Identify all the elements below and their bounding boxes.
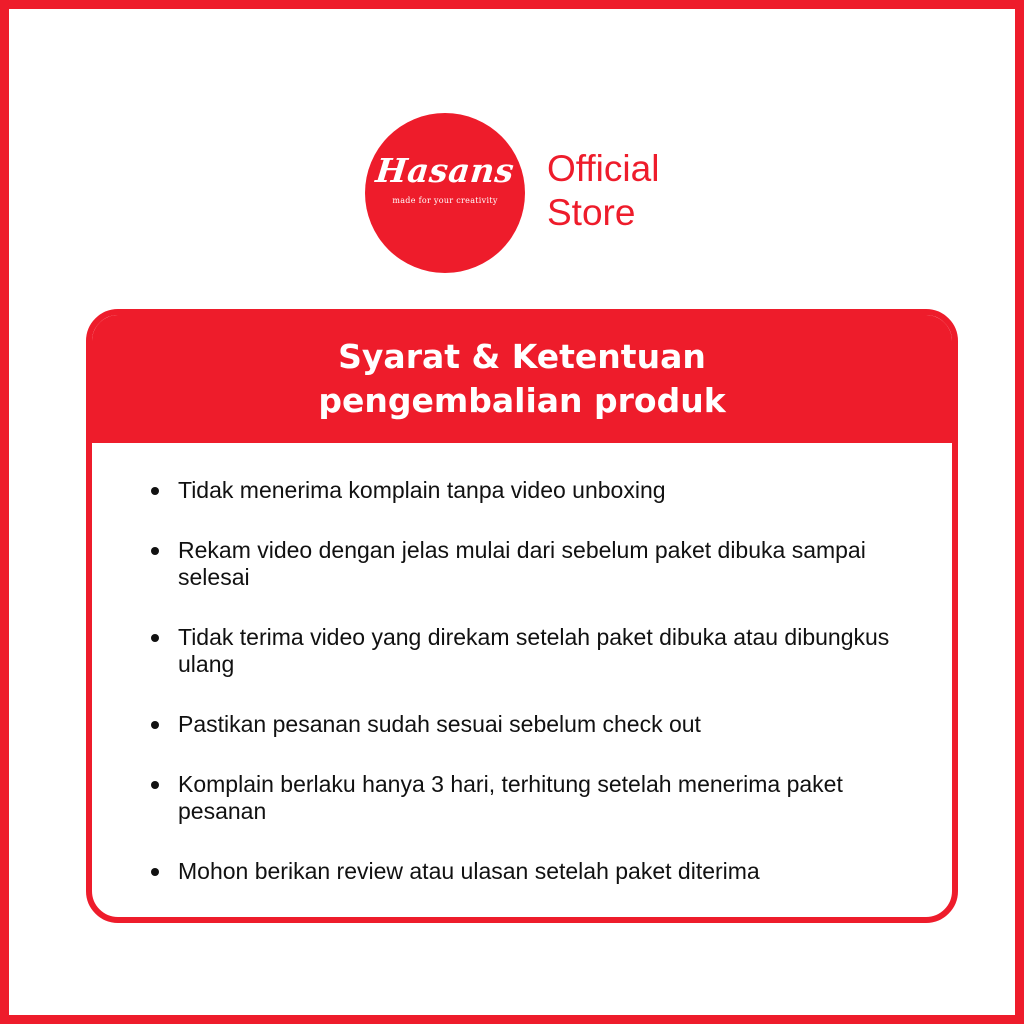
rule-item xyxy=(148,711,908,738)
logo-tagline: made for your creativity xyxy=(392,196,498,205)
card-title-line1: Syarat & Ketentuan xyxy=(338,337,706,376)
card-header xyxy=(92,315,952,443)
rule-text: Komplain berlaku hanya 3 hari, terhitung setelah menerima paket pesanan xyxy=(178,771,843,824)
brand-logo xyxy=(365,113,525,273)
bullet-icon xyxy=(151,547,159,555)
bullet-icon xyxy=(151,868,159,876)
rule-text: Tidak terima video yang direkam setelah paket dibuka atau dibungkus ulang xyxy=(178,624,890,677)
return-policy-card xyxy=(86,309,958,923)
rule-item xyxy=(148,537,908,591)
bullet-icon xyxy=(151,781,159,789)
rule-text: Rekam video dengan jelas mulai dari sebelum paket dibuka sampai selesai xyxy=(178,537,866,590)
rules-list xyxy=(148,477,908,918)
rule-text: Mohon berikan review atau ulasan setelah paket diterima xyxy=(178,858,760,884)
store-label-line2: Store xyxy=(547,192,636,233)
bullet-icon xyxy=(151,634,159,642)
rule-item xyxy=(148,858,908,885)
bullet-icon xyxy=(151,721,159,729)
bullet-icon xyxy=(151,487,159,495)
rule-item xyxy=(148,624,908,678)
store-label-line1: Official xyxy=(547,148,660,189)
official-store-label xyxy=(547,147,659,235)
logo-name: Hasans xyxy=(373,151,517,190)
rule-item xyxy=(148,477,908,504)
rule-text: Pastikan pesanan sudah sesuai sebelum check out xyxy=(178,711,701,737)
rule-item xyxy=(148,771,908,825)
rule-text: Tidak menerima komplain tanpa video unboxing xyxy=(178,477,666,503)
card-title-line2: pengembalian produk xyxy=(318,381,726,420)
